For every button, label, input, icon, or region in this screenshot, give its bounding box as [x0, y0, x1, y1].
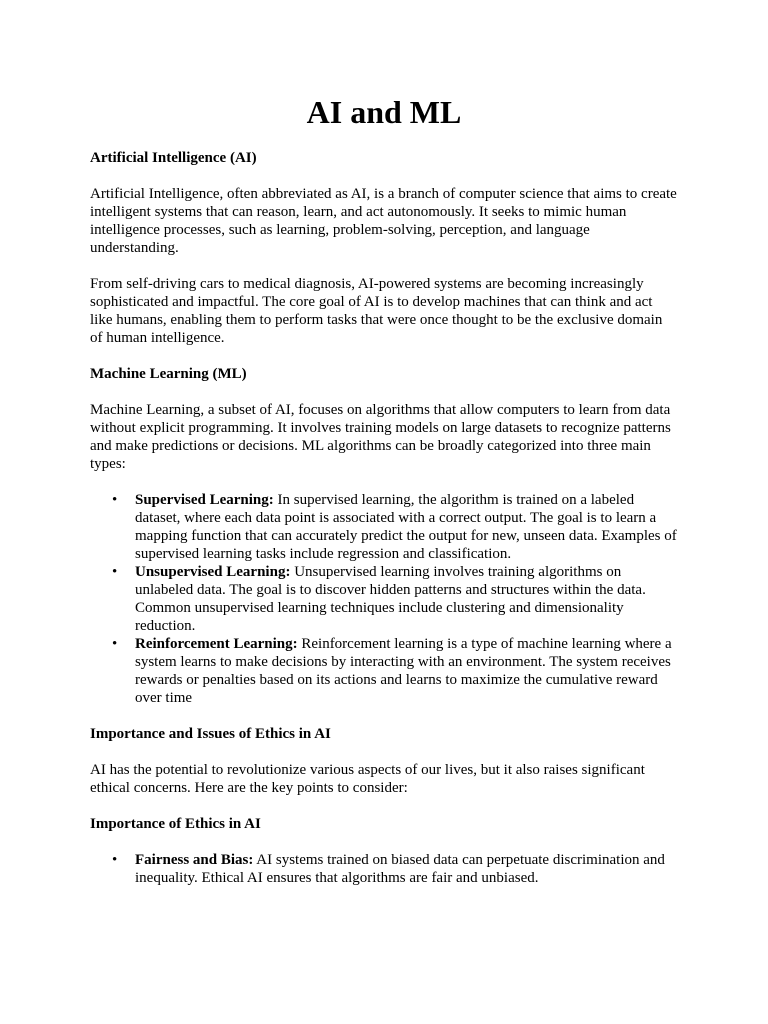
- ethics-paragraph-1: AI has the potential to revolutionize various aspects of our lives, but it also raises significant ethical concerns. Here are the key points to consider:: [90, 762, 645, 796]
- bullet-icon: •: [112, 636, 118, 652]
- ethics-importance-list: [90, 851, 678, 887]
- list-item-text: In supervised learning, the algorithm is trained on a labeled dataset, where each data point is associated with a correct output. The goal is to learn a mapping function that can accurately predict the output for new, unseen data. Examples of supervised learning tasks include regression and classification.: [135, 492, 677, 562]
- list-item-term: Fairness and Bias:: [135, 852, 254, 868]
- list-item-text: Unsupervised learning involves training algorithms on unlabeled data. The goal is to discover hidden patterns and structures within the data. Common unsupervised learning techniques include clustering and dimensionality reduction.: [135, 564, 646, 634]
- bullet-icon: •: [112, 492, 118, 508]
- list-item-term: Reinforcement Learning:: [135, 636, 298, 652]
- ml-types-list: [90, 491, 678, 707]
- list-item-text: AI systems trained on biased data can perpetuate discrimination and inequality. Ethical AI ensures that algorithms are fair and unbiased.: [135, 852, 665, 886]
- list-item-term: Supervised Learning:: [135, 492, 274, 508]
- list-item: [90, 491, 678, 563]
- bullet-icon: •: [112, 852, 118, 868]
- section-heading-ai: Artificial Intelligence (AI): [90, 150, 257, 166]
- ml-paragraph-1: Machine Learning, a subset of AI, focuses on algorithms that allow computers to learn from data without explicit programming. It involves training models on large datasets to recognize patterns and make predictions or decisions. ML algorithms can be broadly categorized into three main types:: [90, 402, 671, 472]
- list-item: [90, 635, 678, 707]
- subsection-heading-ethics-importance: Importance of Ethics in AI: [90, 816, 261, 832]
- bullet-icon: •: [112, 564, 118, 580]
- list-item-term: Unsupervised Learning:: [135, 564, 291, 580]
- section-heading-ml: Machine Learning (ML): [90, 366, 247, 382]
- document-page: [90, 92, 678, 887]
- ai-paragraph-1: Artificial Intelligence, often abbreviated as AI, is a branch of computer science that aims to create intelligent systems that can reason, learn, and act autonomously. It seeks to mimic human intelligence processes, such as learning, problem-solving, perception, and language understanding.: [90, 186, 677, 256]
- page-title: AI and ML: [306, 94, 462, 130]
- section-heading-ethics: Importance and Issues of Ethics in AI: [90, 726, 331, 742]
- ai-paragraph-2: From self-driving cars to medical diagnosis, AI-powered systems are becoming increasingly sophisticated and impactful. The core goal of AI is to develop machines that can think and act like humans, enabling them to perform tasks that were once thought to be the exclusive domain of human intelligence.: [90, 276, 663, 346]
- list-item-text: Reinforcement learning is a type of machine learning where a system learns to make decisions by interacting with an environment. The system receives rewards or penalties based on its actions and learns to maximize the cumulative reward over time: [135, 636, 672, 706]
- list-item: [90, 851, 678, 887]
- list-item: [90, 563, 678, 635]
